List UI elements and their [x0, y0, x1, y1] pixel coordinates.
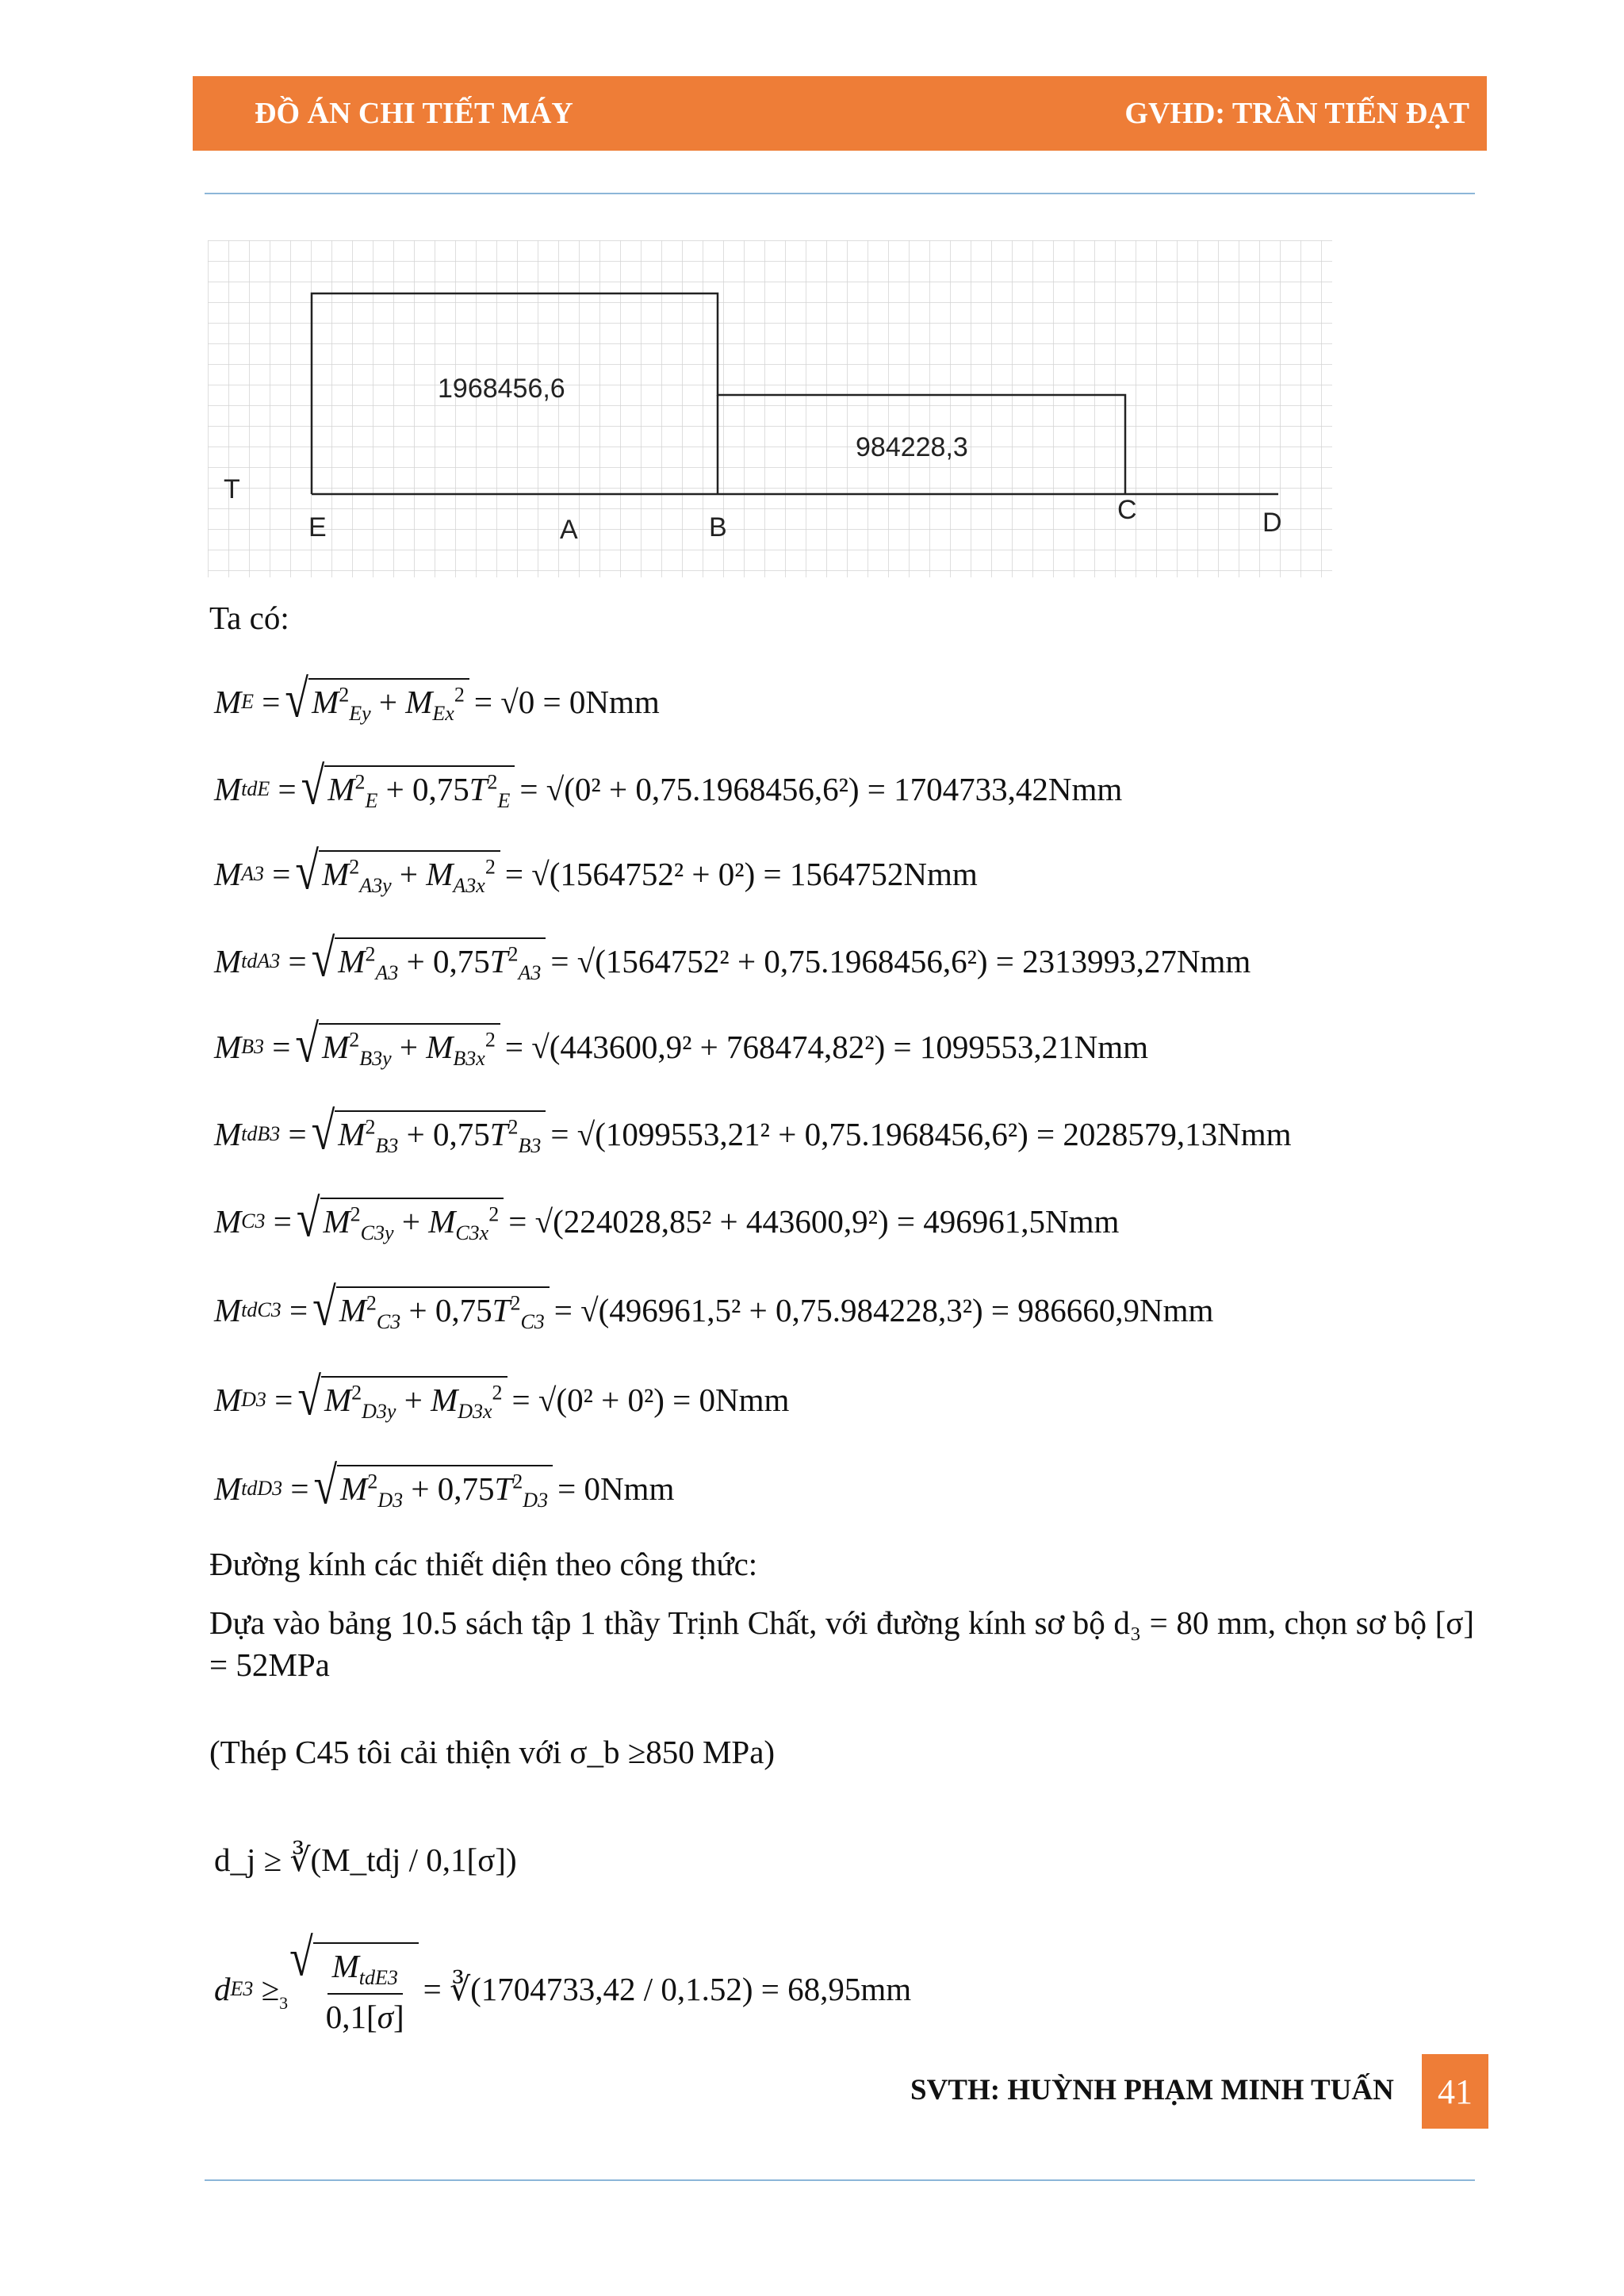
- eq-mtd-a3: M tdA3 = √ $M^2_{A3} + 0,75T^2_{A3}$ = √(1564752² + 0,75.1968456,6²) = 2313993,27Nmm: [214, 928, 1251, 988]
- torque-value-left: 1968456,6: [438, 374, 565, 404]
- point-e: E: [308, 512, 327, 542]
- eq-d-j: [214, 1816, 517, 1903]
- eq-m-e: M E = √ $M^2_{Ey} + M_{Ex}^2$ = √0 = 0Nmm: [214, 669, 660, 729]
- eq-m-b3: M B3 = √ $M^2_{B3y} + M_{B3x}^2$ = √(443600,9² + 768474,82²) = 1099553,21Nmm: [214, 1014, 1148, 1074]
- axis-label: T: [224, 474, 240, 504]
- header-rule: [205, 193, 1475, 194]
- eq-m-c3-value: = √(224028,85² + 443600,9²) = 496961,5Nmm: [508, 1203, 1120, 1240]
- torque-diagram: [208, 240, 1332, 577]
- eq-m-d3-value: = √(0² + 0²) = 0Nmm: [511, 1382, 790, 1418]
- eq-m-a3: M A3 = √ $M^2_{A3y} + M_{A3x}^2$ = √(1564752² + 0²) = 1564752Nmm: [214, 841, 978, 901]
- point-b: B: [709, 512, 727, 542]
- eq-mtd-b3-value: = √(1099553,21² + 0,75.1968456,6²) = 2028579,13Nmm: [550, 1116, 1292, 1152]
- footer-rule: [205, 2179, 1475, 2181]
- eq-d-j-value: d_j ≥ ∛(M_tdj / 0,1[σ]): [214, 1842, 517, 1878]
- page-number: 41: [1422, 2054, 1488, 2129]
- thep-text: (Thép C45 tôi cải thiện với σ_b ≥850 MPa): [209, 1734, 776, 1770]
- eq-m-c3: M C3 = √ $M^2_{C3y} + M_{C3x}^2$ = √(224028,85² + 443600,9²) = 496961,5Nmm: [214, 1188, 1120, 1248]
- eq-m-e-value: = √0 = 0Nmm: [473, 684, 660, 720]
- torque-value-right: 984228,3: [856, 432, 968, 462]
- eq-m-a3-value: = √(1564752² + 0²) = 1564752Nmm: [504, 856, 978, 892]
- eq-mtd-e: M tdE = √ $M^2_E + 0,75T^2_E$ = √(0² + 0,75.1968456,6²) = 1704733,42Nmm: [214, 756, 1123, 816]
- duong-kinh-text: Đường kính các thiết diện theo công thức:: [209, 1546, 758, 1582]
- point-d: D: [1262, 508, 1282, 538]
- grid-background: [208, 240, 1332, 577]
- header-instructor: GVHD: TRẦN TIẾN ĐẠT: [1124, 97, 1469, 130]
- eq-mtd-d3: M tdD3 = √ $M^2_{D3} + 0,75T^2_{D3}$ = 0Nmm: [214, 1455, 675, 1516]
- eq-d-e3-value: = ∛(1704733,42 / 0,1.52) = 68,95mm: [423, 1971, 912, 2007]
- eq-mtd-c3: M tdC3 = √ $M^2_{C3} + 0,75T^2_{C3}$ = √(496961,5² + 0,75.984228,3²) = 986660,9Nmm: [214, 1277, 1214, 1337]
- eq-mtd-b3: M tdB3 = √ $M^2_{B3} + 0,75T^2_{B3}$ = √(1099553,21² + 0,75.1968456,6²) = 2028579,13Nmm: [214, 1101, 1292, 1161]
- eq-mtd-e-value: = √(0² + 0,75.1968456,6²) = 1704733,42Nmm: [519, 771, 1123, 807]
- eq-mtd-c3-value: = √(496961,5² + 0,75.984228,3²) = 986660,9Nmm: [553, 1292, 1214, 1328]
- eq-m-b3-value: = √(443600,9² + 768474,82²) = 1099553,21Nmm: [504, 1029, 1148, 1065]
- ta-co-text: Ta có:: [209, 600, 289, 636]
- eq-d-e3: d E3 ≥ 3 √ $\frac{M_{tdE3}}{0,1[\sigma]}$ = ∛(1704733,42 / 0,1.52) = 68,95mm: [214, 1927, 912, 2036]
- header-title: ĐỒ ÁN CHI TIẾT MÁY: [255, 97, 573, 130]
- eq-m-d3: M D3 = √ $M^2_{D3y} + M_{D3x}^2$ = √(0² + 0²) = 0Nmm: [214, 1366, 790, 1427]
- point-c: C: [1117, 495, 1137, 525]
- eq-mtd-d3-value: = 0Nmm: [557, 1470, 675, 1507]
- page-header: [193, 76, 1487, 151]
- dua-vao-text: Dựa vào bảng 10.5 sách tập 1 thầy Trịnh Chất, với đường kính sơ bộ d₃ = 80 mm, chọn sơ bộ [σ] = 52MPa: [209, 1604, 1474, 1684]
- footer-student: SVTH: HUỲNH PHẠM MINH TUẤN: [910, 2074, 1394, 2106]
- eq-mtd-a3-value: = √(1564752² + 0,75.1968456,6²) = 2313993,27Nmm: [550, 943, 1251, 979]
- point-a: A: [560, 515, 578, 545]
